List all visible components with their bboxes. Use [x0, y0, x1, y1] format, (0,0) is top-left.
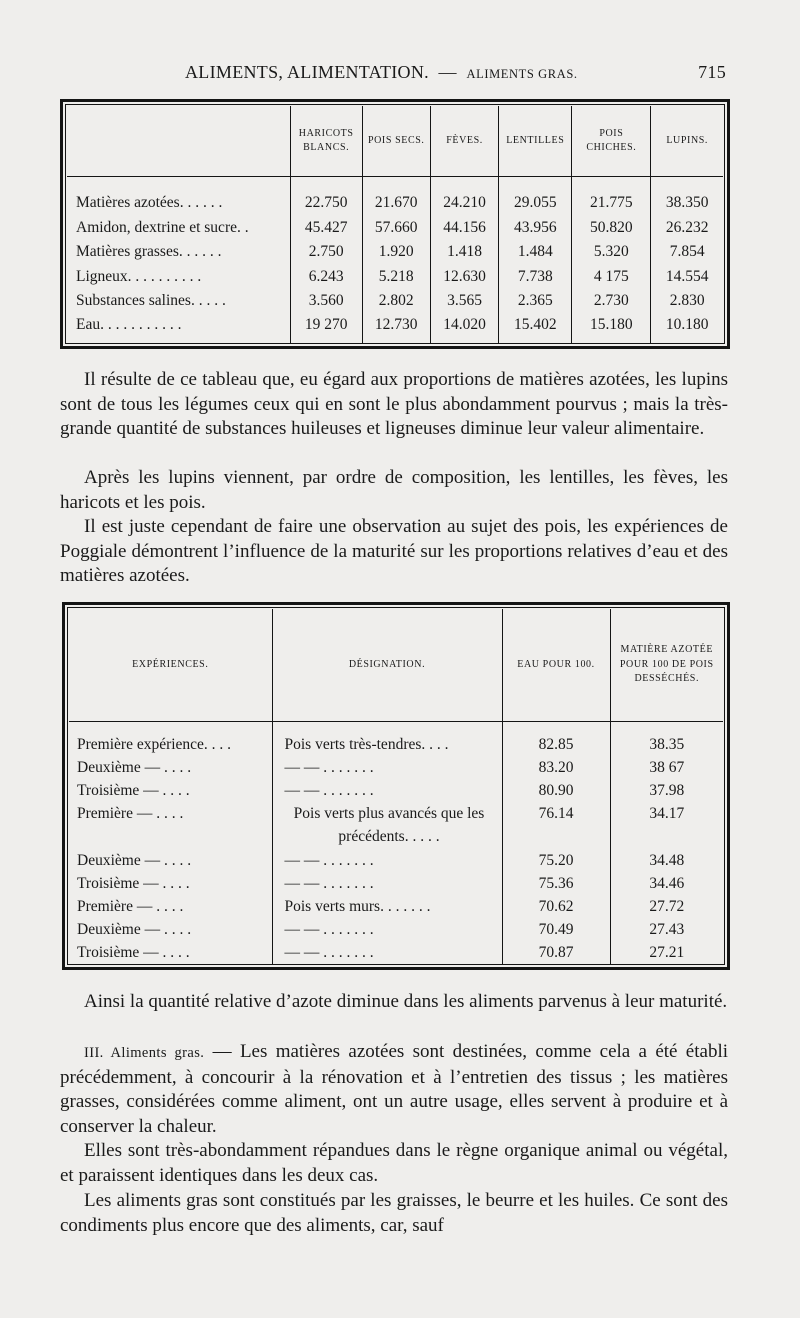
- table-row: [67, 289, 723, 313]
- paragraph-text: — Les matières azotées sont destinées, comme cela a été établi précédemment, à concourir à la rénovation et à l’entretien des tissus ; les matières grasses, considérées comme aliment, ont un autre usage, elles servent à produire et à conserver la chaleur.: [60, 1041, 729, 1137]
- table-cell: 12.730: [362, 313, 430, 344]
- designation-cell: — — . . . . . . .: [272, 873, 502, 896]
- table-cell: 29.055: [499, 177, 572, 217]
- table-header-cell: EAU POUR 100.: [502, 609, 610, 722]
- header-separator: —: [438, 62, 457, 82]
- nitrogen-cell: 37.98: [610, 780, 723, 803]
- table-cell: 57.660: [362, 216, 430, 240]
- nitrogen-cell: 38 67: [610, 757, 723, 780]
- table-cell: 15.402: [499, 313, 572, 344]
- table-row: [67, 241, 723, 265]
- experience-cell: Deuxième — . . . .: [77, 920, 192, 938]
- water-cell: 70.62: [502, 896, 610, 919]
- table-cell: 1.920: [362, 241, 430, 265]
- water-cell: 82.85: [502, 722, 610, 758]
- table-cell: 5.218: [362, 265, 430, 289]
- water-cell: 70.87: [502, 942, 610, 965]
- designation-cell: — — . . . . . . .: [272, 757, 502, 780]
- table-header-cell: LUPINS.: [651, 106, 723, 177]
- table-row: [69, 757, 723, 780]
- experience-cell: Première — . . . .: [77, 897, 184, 915]
- table-cell: 50.820: [572, 216, 651, 240]
- table-cell: 19 270: [290, 313, 362, 344]
- experience-cell: Première expérience. . . .: [77, 736, 232, 753]
- table-cell: 3.565: [430, 289, 498, 313]
- table-cell: 10.180: [651, 313, 723, 344]
- table-cell: 1.484: [499, 241, 572, 265]
- peas-maturity-table: [62, 602, 730, 970]
- table-cell: 45.427: [290, 216, 362, 240]
- section-heading: III. Aliments gras.: [84, 1045, 205, 1061]
- running-title: ALIMENTS, ALIMENTATION.: [185, 62, 429, 82]
- table-row: [67, 177, 723, 217]
- table-cell: 5.320: [572, 241, 651, 265]
- running-title-line: [185, 62, 578, 83]
- table-cell: 2.802: [362, 289, 430, 313]
- table-header-cell: POIS CHICHES.: [572, 106, 651, 177]
- nitrogen-cell: 27.43: [610, 919, 723, 942]
- table-cell: 21.670: [362, 177, 430, 217]
- table-cell: 2.365: [499, 289, 572, 313]
- table-row: [69, 780, 723, 803]
- table-cell: 12.630: [430, 265, 498, 289]
- row-label: Substances salines. . . . .: [76, 291, 226, 309]
- experience-cell: Troisième — . . . .: [77, 943, 190, 961]
- designation-cell: — — . . . . . . .: [272, 850, 502, 873]
- nitrogen-cell: 27.21: [610, 942, 723, 965]
- paragraph: Il est juste cependant de faire une observation au sujet des pois, les expériences de Poggiale démontrent l’influence de la maturité sur les proportions relatives d’eau et des matières azotées.: [60, 516, 728, 587]
- nitrogen-cell: 27.72: [610, 896, 723, 919]
- running-header: [60, 62, 726, 86]
- water-cell: 80.90: [502, 780, 610, 803]
- experience-cell: Première — . . . .: [77, 805, 184, 823]
- table-header-cell: DÉSIGNATION.: [272, 609, 502, 722]
- row-label: Amidon, dextrine et sucre. .: [76, 219, 249, 237]
- table-cell: 44.156: [430, 216, 498, 240]
- designation-cell: Pois verts très-tendres. . . .: [272, 722, 502, 758]
- peas-maturity-table-grid: [69, 609, 723, 965]
- table-row: [69, 722, 723, 758]
- table-cell: 26.232: [651, 216, 723, 240]
- table-row: [69, 850, 723, 873]
- table-cell: 22.750: [290, 177, 362, 217]
- table-cell: 15.180: [572, 313, 651, 344]
- water-cell: 75.20: [502, 850, 610, 873]
- table-row: [69, 896, 723, 919]
- table-cell: 2.730: [572, 289, 651, 313]
- table-header-cell: MATIÈRE AZOTÉE POUR 100 DE POIS DESSÉCHÉS.: [610, 609, 723, 722]
- designation-cell: — — . . . . . . .: [272, 919, 502, 942]
- paragraph: Après les lupins viennent, par ordre de composition, les lentilles, les fèves, les haricots et les pois.: [60, 467, 728, 513]
- paragraph: Il résulte de ce tableau que, eu égard aux proportions de matières azotées, les lupins sont de tous les légumes ceux qui en sont le plus abondamment pourvus ; mais la très-grande quantité de substances huileuses et ligneuses diminue leur valeur alimentaire.: [60, 369, 728, 440]
- composition-table: [60, 99, 730, 349]
- table-row: [69, 942, 723, 965]
- table-cell: 2.830: [651, 289, 723, 313]
- paragraph: Les aliments gras sont constitués par les graisses, le beurre et les huiles. Ce sont des condiments plus encore que des aliments, car, sauf: [60, 1190, 728, 1236]
- composition-table-grid: [67, 106, 723, 344]
- section-title: ALIMENTS GRAS.: [466, 67, 578, 81]
- table-cell: 7.738: [499, 265, 572, 289]
- table-header-cell: LENTILLES: [499, 106, 572, 177]
- table-header-cell: HARICOTS BLANCS.: [290, 106, 362, 177]
- table-row: [67, 265, 723, 289]
- designation-cell: Pois verts murs. . . . . . .: [272, 896, 502, 919]
- table-cell: 14.554: [651, 265, 723, 289]
- designation-cell: — — . . . . . . .: [272, 942, 502, 965]
- table-cell: 43.956: [499, 216, 572, 240]
- water-cell: 83.20: [502, 757, 610, 780]
- table-cell: 7.854: [651, 241, 723, 265]
- page-number: 715: [698, 62, 726, 82]
- table-cell: 21.775: [572, 177, 651, 217]
- table-cell: 4 175: [572, 265, 651, 289]
- row-label: Eau. . . . . . . . . . .: [76, 316, 182, 334]
- table-header-cell: [67, 106, 290, 177]
- table-cell: 38.350: [651, 177, 723, 217]
- table-header-cell: POIS SECS.: [362, 106, 430, 177]
- table-header-cell: EXPÉRIENCES.: [69, 609, 272, 722]
- table-header-row: [67, 106, 723, 177]
- table-row: [69, 919, 723, 942]
- paragraph: Elles sont très-abondamment répandues dans le règne organique animal ou végétal, et paraissent identiques dans les deux cas.: [60, 1140, 728, 1186]
- table-header-cell: FÈVES.: [430, 106, 498, 177]
- nitrogen-cell: 34.46: [610, 873, 723, 896]
- designation-cell: Pois verts plus avancés que les précédents. . . . .: [272, 803, 502, 849]
- row-label: Ligneux. . . . . . . . . .: [76, 267, 202, 285]
- water-cell: 70.49: [502, 919, 610, 942]
- experience-cell: Deuxième — . . . .: [77, 851, 192, 869]
- nitrogen-cell: 34.48: [610, 850, 723, 873]
- table-header-row: [69, 609, 723, 722]
- designation-cell: — — . . . . . . .: [272, 780, 502, 803]
- nitrogen-cell: 34.17: [610, 803, 723, 849]
- nitrogen-cell: 38.35: [610, 722, 723, 758]
- table-row: [67, 216, 723, 240]
- table-cell: 2.750: [290, 241, 362, 265]
- table-cell: 3.560: [290, 289, 362, 313]
- experience-cell: Troisième — . . . .: [77, 874, 190, 892]
- water-cell: 75.36: [502, 873, 610, 896]
- paragraph-aliments-gras: [60, 1040, 728, 1139]
- table-row: [67, 313, 723, 344]
- table-row: [69, 803, 723, 849]
- table-cell: 6.243: [290, 265, 362, 289]
- experience-cell: Deuxième — . . . .: [77, 759, 192, 777]
- row-label: Matières azotées. . . . . .: [76, 194, 223, 212]
- table-cell: 1.418: [430, 241, 498, 265]
- row-label: Matières grasses. . . . . .: [76, 243, 222, 261]
- table-cell: 14.020: [430, 313, 498, 344]
- paragraph: Ainsi la quantité relative d’azote diminue dans les aliments parvenus à leur maturité.: [84, 991, 728, 1012]
- table-row: [69, 873, 723, 896]
- table-cell: 24.210: [430, 177, 498, 217]
- experience-cell: Troisième — . . . .: [77, 782, 190, 800]
- water-cell: 76.14: [502, 803, 610, 849]
